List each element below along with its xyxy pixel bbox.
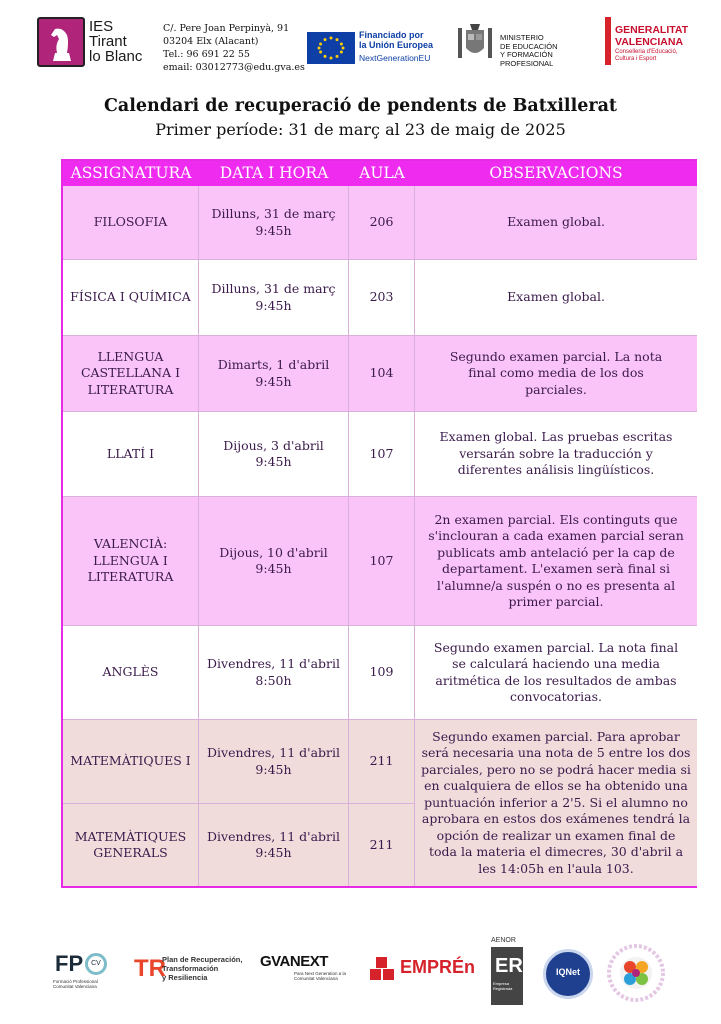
gva-sub2: Cultura i Esport xyxy=(615,56,657,62)
table-row-date xyxy=(199,260,349,336)
ministry-line1: MINISTERIO xyxy=(500,33,544,42)
school-name-line2: Tirant xyxy=(89,33,127,50)
table-row-subject: FÍSICA I QUÍMICA xyxy=(63,260,199,336)
table-row-subject: ANGLÈS xyxy=(63,626,199,720)
table-row-subject: VALENCIÀ: LLENGUA I LITERATURA xyxy=(63,497,199,626)
eu-line2: la Unión Europea xyxy=(359,40,434,50)
table-row-subject: FILOSOFIA xyxy=(63,186,199,260)
table-row-room: 104 xyxy=(349,336,415,412)
colorful-circle-icon xyxy=(606,943,666,1003)
table-row-room: 107 xyxy=(349,497,415,626)
row-time: 9:45h xyxy=(255,373,292,389)
column-header-observations: OBSERVACIONS xyxy=(415,161,697,186)
address-email: email: 03012773@edu.gva.es xyxy=(163,62,305,73)
eu-funding-logo xyxy=(307,30,437,66)
row-date: Dijous, 3 d'abril xyxy=(223,437,324,453)
row-date: Dilluns, 31 de març xyxy=(211,206,336,221)
eu-flag-icon xyxy=(307,32,355,64)
math-observations: Segundo examen parcial. Para aprobar será necesaria una nota de 5 entre los dos parciales, pero no se podrá hacer media si en cualquiera de ellos se ha obtenido una puntuación inferior a 2'5. Si el alumno no aprobara en estos dos exámenes tendrá la opción de realizar un examen final de toda la materia el dimecres, 30 d'abril a les 14:05h en l'aula 103. xyxy=(415,720,697,886)
cubes-icon xyxy=(368,955,396,983)
table-row-observations: Examen global. xyxy=(415,186,697,260)
table-row-date xyxy=(199,720,349,804)
table-row-subject: MATEMÀTIQUES GENERALS xyxy=(63,804,199,886)
table-row-room: 107 xyxy=(349,412,415,497)
table-row-date xyxy=(199,412,349,497)
ministry-line3: Y FORMACIÓN PROFESIONAL xyxy=(500,50,554,68)
prtr-icon: TR xyxy=(134,955,166,982)
row-date: Divendres, 11 d'abril xyxy=(206,828,340,844)
prtr-logo xyxy=(132,935,250,1005)
table-row-observations: Examen global. Las pruebas escritas versarán sobre la traducción y diferentes análisis lingüísticos. xyxy=(415,412,697,497)
fp-sub: CV xyxy=(85,953,107,975)
fp-logo xyxy=(53,935,113,1005)
table-row-subject: LLENGUA CASTELLANA I LITERATURA xyxy=(63,336,199,412)
address-street: C/. Pere Joan Perpinyà, 91 xyxy=(163,23,290,34)
aenor-logo xyxy=(491,935,527,1005)
row-date: Divendres, 11 d'abril xyxy=(206,745,340,760)
table-row-date xyxy=(199,804,349,886)
fp-text: Formació Professional Comunitat Valenciana xyxy=(53,979,98,989)
row-date: Dilluns, 31 de març xyxy=(211,281,336,296)
generalitat-logo xyxy=(605,17,717,67)
school-name-line3: lo Blanc xyxy=(89,48,143,65)
row-time: 9:45h xyxy=(255,297,292,313)
school-name-line1: IES xyxy=(89,18,114,35)
empren-mark: EMPRÉn xyxy=(400,957,476,977)
iqnet-mark: IQNet xyxy=(555,967,580,977)
prtr-line1: Plan de Recuperación, xyxy=(162,955,243,964)
row-time: 9:45h xyxy=(255,845,292,860)
table-row-room: 206 xyxy=(349,186,415,260)
table-row-date xyxy=(199,626,349,720)
table-row-room: 203 xyxy=(349,260,415,336)
chess-knight-icon xyxy=(37,17,85,67)
school-address xyxy=(163,22,305,74)
gvanext-logo xyxy=(260,935,352,1005)
health-school-logo xyxy=(604,935,668,1005)
schedule-table xyxy=(61,159,697,888)
iqnet-logo xyxy=(543,935,599,1005)
spain-coat-of-arms-icon xyxy=(454,22,496,66)
table-row-date xyxy=(199,186,349,260)
table-row-date xyxy=(199,497,349,626)
gva-line2: VALENCIANA xyxy=(615,35,684,48)
gvanext-mark: GVANEXT xyxy=(260,953,328,970)
page-header xyxy=(0,0,721,80)
row-time: 8:50h xyxy=(255,672,292,688)
column-header-room: AULA xyxy=(349,161,415,186)
column-header-date: DATA I HORA xyxy=(199,161,349,186)
table-row-observations: 2n examen parcial. Els continguts que s'inclouran a cada examen parcial seran publicats amb antelació per la cap de departament. L'examen serà final si l'alumne/a suspén o no es presenta al primer parcial. xyxy=(415,497,697,626)
aenor-text: Empresa Registrada xyxy=(493,981,513,991)
address-city: 03204 Elx (Alacant) xyxy=(163,36,259,47)
iqnet-badge-icon xyxy=(543,949,593,999)
row-date: Dijous, 10 d'abril xyxy=(219,544,328,560)
row-time: 9:45h xyxy=(255,561,292,576)
page-title: Calendari de recuperació de pendents de Batxillerat xyxy=(103,96,617,116)
row-time: 9:45h xyxy=(255,222,292,238)
table-row-observations: Segundo examen parcial. La nota final se calculará haciendo una media aritmética de los resultados de ambas convocatorias. xyxy=(415,626,697,720)
gva-line1: GENERALITAT xyxy=(615,24,689,36)
table-row-subject: LLATÍ I xyxy=(63,412,199,497)
row-time: 9:45h xyxy=(255,454,292,469)
column-header-subject: ASSIGNATURA xyxy=(63,161,199,186)
empren-logo xyxy=(368,935,476,1005)
row-time: 9:45h xyxy=(255,761,292,777)
table-row-room: 211 xyxy=(349,720,415,804)
ministry-line2: DE EDUCACIÓN xyxy=(500,41,558,51)
table-row-room: 109 xyxy=(349,626,415,720)
school-logo xyxy=(37,17,155,67)
aenor-mark: AENOR xyxy=(491,937,516,944)
aenor-badge-icon: ER Empresa Registrada xyxy=(491,947,523,1005)
table-row-subject: MATEMÀTIQUES I xyxy=(63,720,199,804)
row-date: Dimarts, 1 d'abril xyxy=(217,357,330,372)
prtr-line2: Transformación xyxy=(162,964,219,973)
prtr-line3: y Resiliencia xyxy=(162,973,208,982)
eu-line3: NextGenerationEU xyxy=(359,53,431,63)
eu-line1: Financiado por xyxy=(359,30,424,40)
row-date: Divendres, 11 d'abril xyxy=(206,656,340,671)
gva-flag-icon xyxy=(605,17,611,65)
table-row-date xyxy=(199,336,349,412)
page-subtitle: Primer període: 31 de març al 23 de maig de 2025 xyxy=(155,120,566,139)
ministry-logo xyxy=(454,22,600,66)
fp-mark: FP xyxy=(55,951,84,976)
gva-sub1: Conselleria d'Educació, xyxy=(615,49,678,55)
table-row-room: 211 xyxy=(349,804,415,886)
table-row-observations: Examen global. xyxy=(415,260,697,336)
gvanext-text: Para Next Generation a la Comunitat Valenciana xyxy=(294,971,347,981)
table-row-observations: Segundo examen parcial. La nota final como media de los dos parciales. xyxy=(415,336,697,412)
address-phone: Tel.: 96 691 22 55 xyxy=(163,49,250,60)
